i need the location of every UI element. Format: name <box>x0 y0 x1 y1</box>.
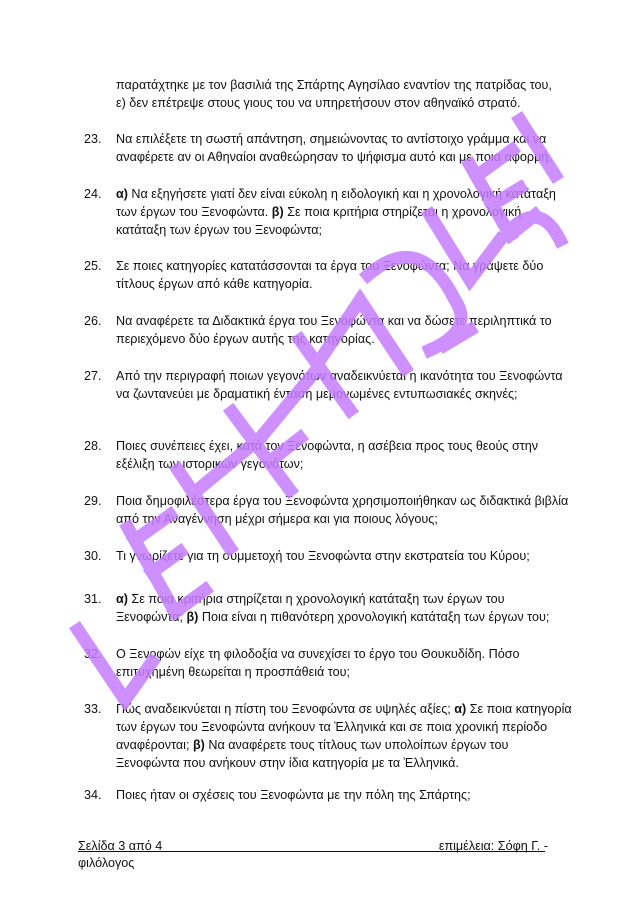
subquestion-label: β) <box>186 610 199 624</box>
question-text-part: Σε ποια κριτήρια στηρίζεται η χρονολογική κατάταξη των έργων του Ξενοφώντα; <box>116 205 522 237</box>
question-number: 34. <box>84 788 102 802</box>
question-text-part: Να επιλέξετε τη σωστή απάντηση, σημειώνοντας το αντίστοιχο γράμμα και να αναφέρετε αν οι Αθηναίοι αναθεώρησαν το ψήφισμα αυτό και με ποια αφορμή. <box>116 132 552 164</box>
question-text <box>116 367 574 403</box>
question-item <box>84 312 574 348</box>
intro-line-2: ε) δεν επέτρεψε στους γιους του να υπηρετήσουν στον αθηναϊκό στρατό. <box>116 96 521 110</box>
question-text <box>116 590 574 626</box>
subquestion-label: β) <box>271 205 284 219</box>
question-text-part: Σε ποια κριτήρια στηρίζεται η χρονολογική κατάταξη των έργων του Ξενοφώντα; <box>116 592 505 624</box>
subquestion-label: α) <box>116 187 128 201</box>
question-item <box>84 590 574 626</box>
question-item <box>84 700 574 772</box>
question-text-part: Ο Ξενοφών είχε τη φιλοδοξία να συνεχίσει το έργο του Θουκυδίδη. Πόσο επιτυχημένη θεωρείται η προσπάθειά του; <box>116 647 520 679</box>
question-item <box>84 645 574 681</box>
question-text <box>116 547 574 565</box>
subquestion-label: α) <box>116 592 128 606</box>
question-text-part: Πώς αναδεικνύεται η πίστη του Ξενοφώντα σε υψηλές αξίες; <box>116 702 455 716</box>
question-text-part: Ποια δημοφιλέστερα έργα του Ξενοφώντα χρησιμοποιήθηκαν ως διδακτικά βιβλία από την Αναγέννηση μέχρι σήμερα και για ποιους λόγους; <box>116 494 569 526</box>
question-item <box>84 367 574 403</box>
question-text <box>116 185 574 239</box>
question-text <box>116 786 574 804</box>
author-role: φιλόλογος <box>78 856 135 870</box>
question-number: 30. <box>84 549 102 563</box>
question-text-part: Σε ποια κατηγορία των έργων του Ξενοφώντα ανήκουν τα Ἑλληνικά και σε ποια χρονική περίοδο αναφέρονται; <box>116 702 572 752</box>
question-text-part: Να αναφέρετε τα Διδακτικά έργα του Ξενοφώντα και να δώσετε περιληπτικά το περιεχόμενο δύο έργων αυτής της κατηγορίας. <box>116 314 552 346</box>
question-item <box>84 185 574 239</box>
question-number: 23. <box>84 132 102 146</box>
question-text-part: Ποιες συνέπειες έχει, κατά τον Ξενοφώντα, η ασέβεια προς τους θεούς στην εξέλιξη των ιστορικών γεγονότων; <box>116 439 539 471</box>
question-number: 25. <box>84 259 102 273</box>
question-text-part: Σε ποιες κατηγορίες κατατάσσονται τα έργα του Ξενοφώντα; Να γράψετε δύο τίτλους έργων από κάθε κατηγορία. <box>116 259 544 291</box>
question-item <box>84 786 574 804</box>
question-text <box>116 130 574 166</box>
question-text-part: Από την περιγραφή ποιων γεγονότων αναδεικνύεται η ικανότητα του Ξενοφώντα να ζωντανεύει με δραματική ένταση μεμονωμένες εντυπωσιακές σκηνές; <box>116 369 563 401</box>
question-text <box>116 700 574 772</box>
question-number: 31. <box>84 592 102 606</box>
question-item <box>84 130 574 166</box>
question-text <box>116 257 574 293</box>
question-text-part: Ποιες ήταν οι σχέσεις του Ξενοφώντα με την πόλη της Σπάρτης; <box>116 788 471 802</box>
question-item <box>84 437 574 473</box>
question-item <box>84 547 574 565</box>
question-text-part: Ποια είναι η πιθανότερη χρονολογική κατάταξη των έργων του; <box>198 610 550 624</box>
question-text <box>116 492 574 528</box>
question-number: 28. <box>84 439 102 453</box>
intro-line-1: παρατάχτηκε με τον βασιλιά της Σπάρτης Αγησίλαο εναντίον της πατρίδας του, <box>116 78 552 92</box>
question-text <box>116 312 574 348</box>
question-number: 26. <box>84 314 102 328</box>
question-text-part: Να αναφέρετε τους τίτλους των υπολοίπων έργων του Ξενοφώντα που ανήκουν στην ίδια κατηγορία με τα Ἑλληνικά. <box>116 738 509 770</box>
subquestion-label: α) <box>454 702 467 716</box>
question-item <box>84 257 574 293</box>
question-text-part: Να εξηγήσετε γιατί δεν είναι εύκολη η ειδολογική και η χρονολογική κατάταξη των έργων του Ξενοφώντα. <box>116 187 556 219</box>
intro-paragraph <box>116 76 576 112</box>
question-number: 33. <box>84 702 102 716</box>
question-text-part: Τι γνωρίζετε για τη συμμετοχή του Ξενοφώντα στην εκστρατεία του Κύρου; <box>116 549 530 563</box>
question-number: 32. <box>84 647 102 661</box>
footer-underline <box>78 851 545 852</box>
question-number: 29. <box>84 494 102 508</box>
question-text <box>116 437 574 473</box>
author-credit: επιμέλεια: Σόφη Γ. - <box>438 839 548 853</box>
question-text <box>116 645 574 681</box>
page-number: Σελίδα 3 από 4 <box>78 839 163 853</box>
subquestion-label: β) <box>192 738 205 752</box>
question-number: 27. <box>84 369 102 383</box>
question-number: 24. <box>84 187 102 201</box>
question-item <box>84 492 574 528</box>
